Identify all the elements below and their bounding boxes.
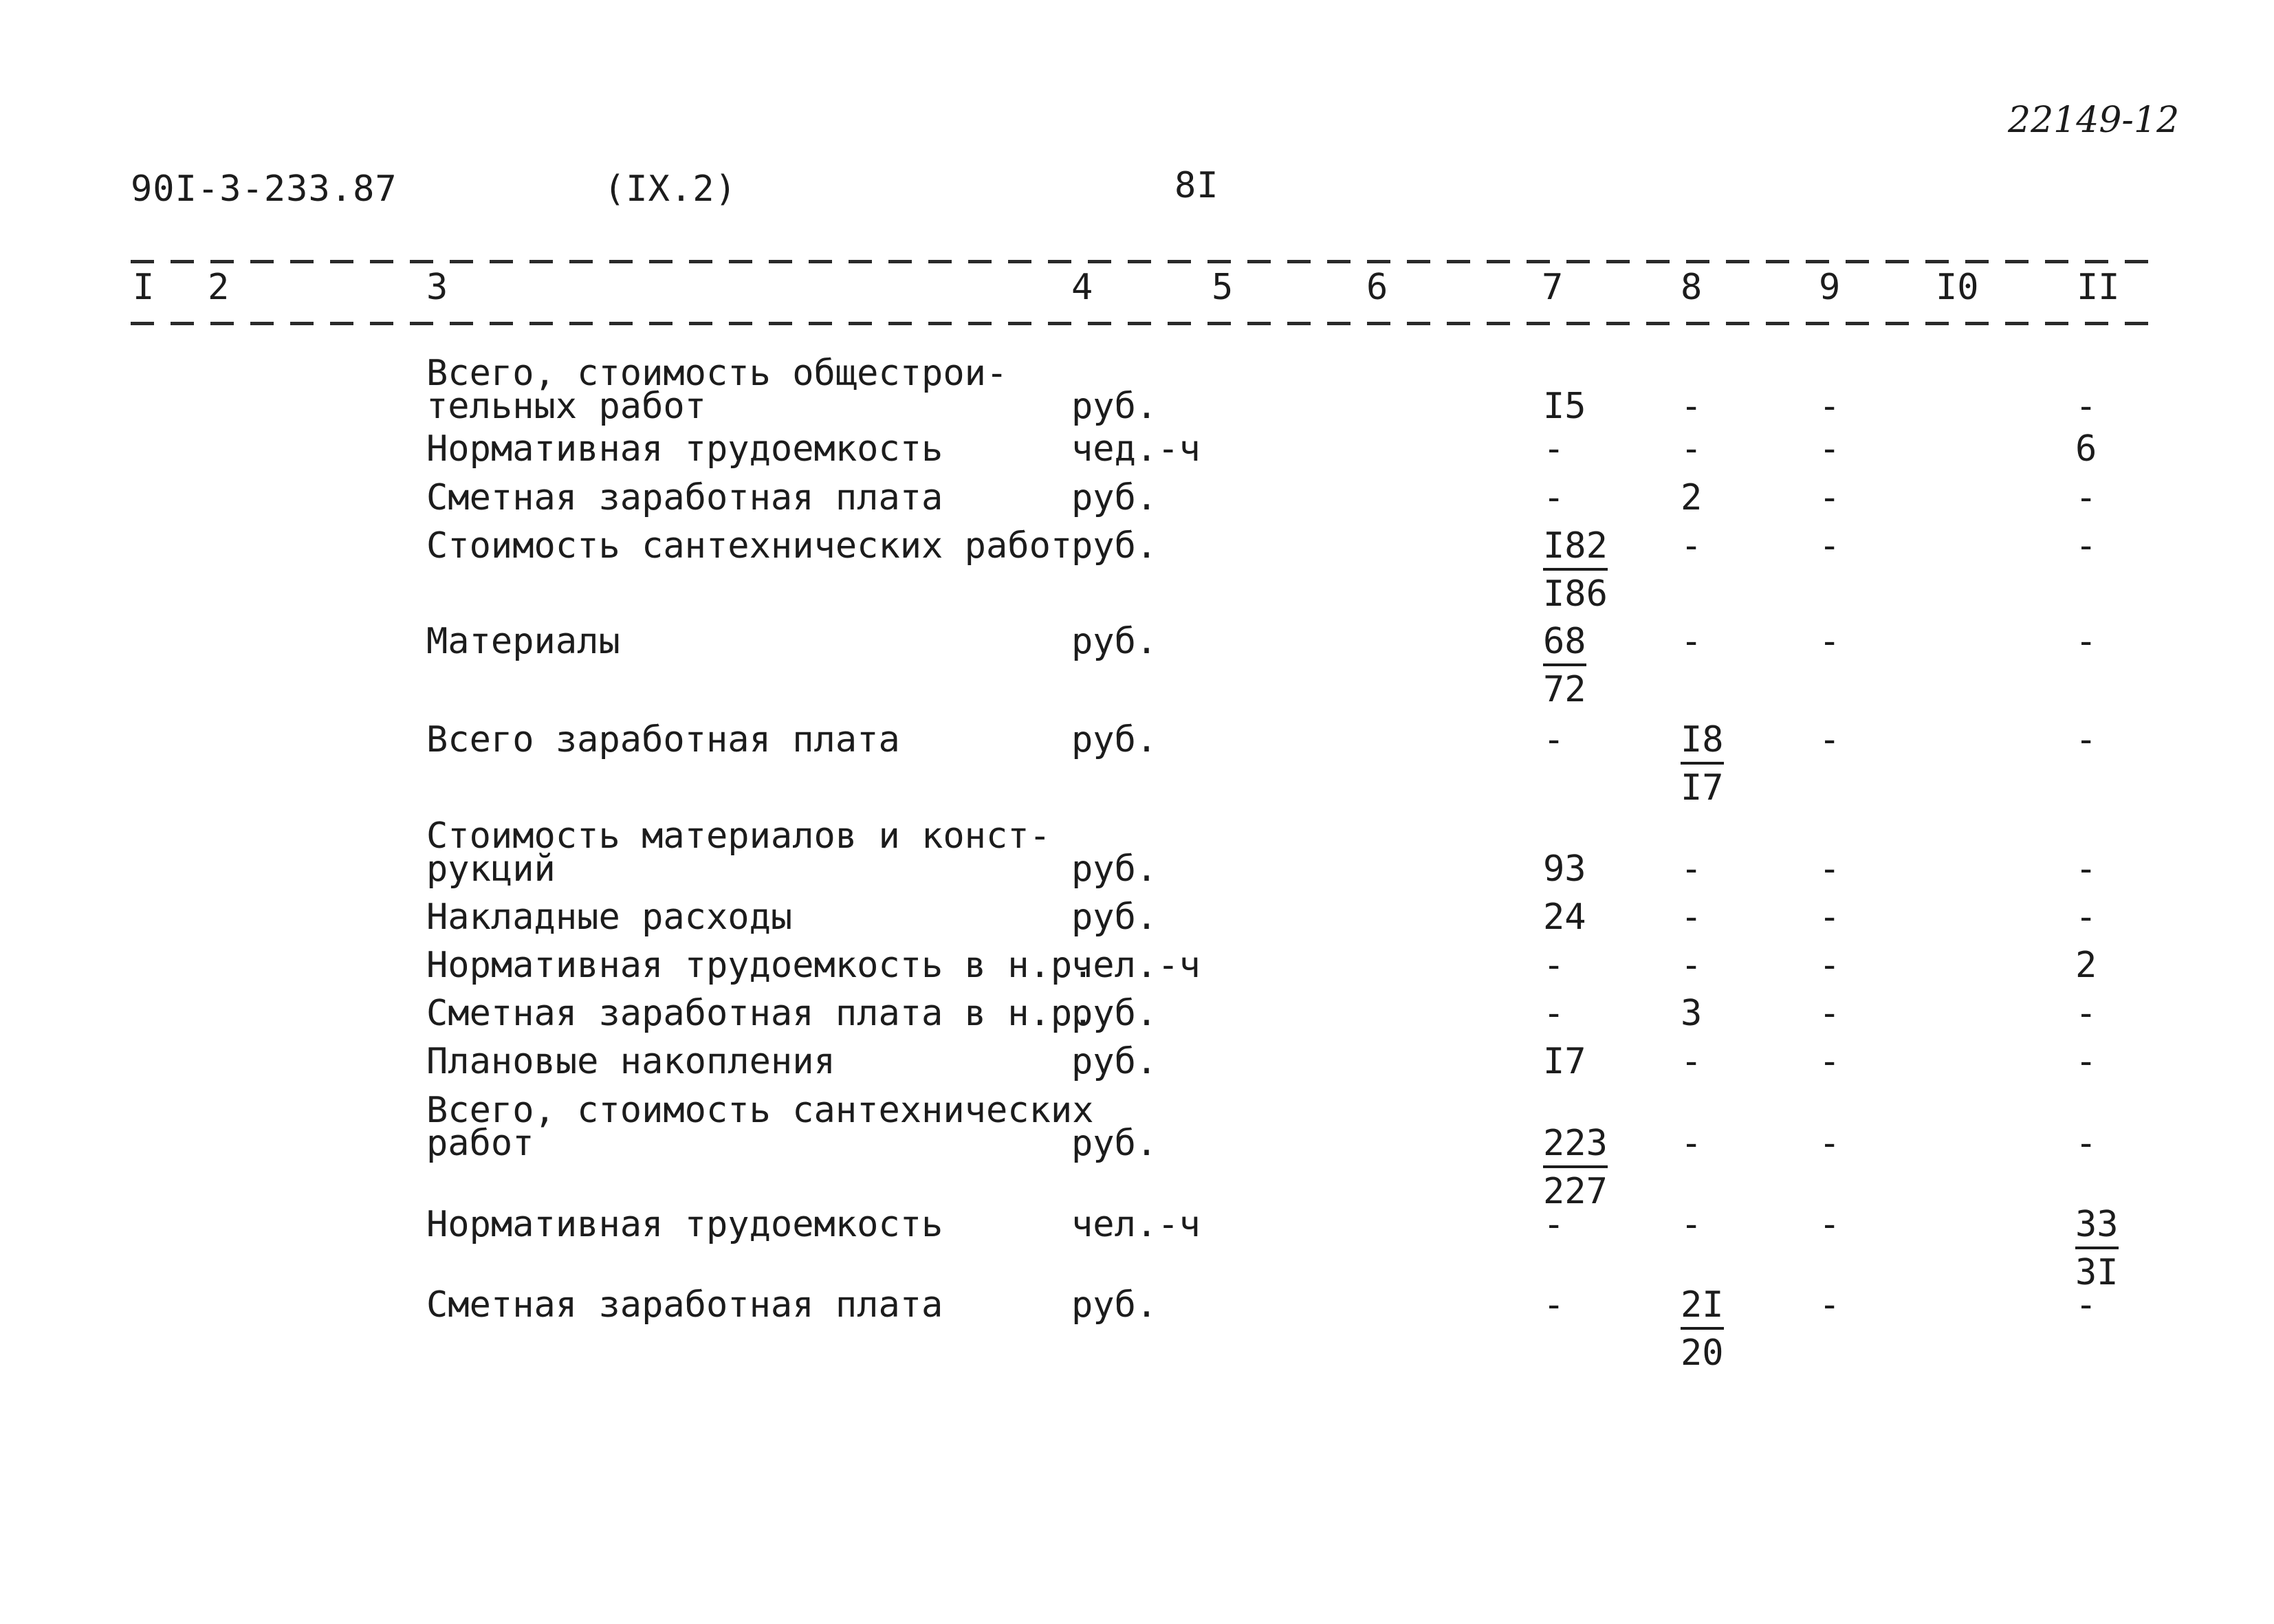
col7-value: - bbox=[1543, 719, 1565, 760]
col9-value: - bbox=[1819, 1041, 1841, 1082]
col11-value: - bbox=[2075, 719, 2097, 760]
column-number-5: 5 bbox=[1212, 267, 1234, 308]
col8-value: - bbox=[1681, 1041, 1703, 1082]
row-label: Сметная заработная плата в н.р. bbox=[426, 993, 1094, 1034]
col11-value: - bbox=[2075, 1284, 2097, 1326]
col8-value: $\frac{I8}{I7}$ bbox=[1681, 719, 1724, 809]
col11-value: - bbox=[2075, 1123, 2097, 1164]
col11-value: - bbox=[2075, 1041, 2097, 1082]
col8-value: - bbox=[1681, 1123, 1703, 1164]
unit-cell: руб. bbox=[1071, 719, 1158, 760]
column-number-8: 8 bbox=[1681, 267, 1703, 308]
col9-value: - bbox=[1819, 945, 1841, 986]
handwritten-note: 22149-12 bbox=[2008, 100, 2180, 141]
col8-value: - bbox=[1681, 621, 1703, 662]
col9-value: - bbox=[1819, 897, 1841, 938]
col9-value: - bbox=[1819, 525, 1841, 567]
row-label: Накладные расходы bbox=[426, 897, 793, 938]
document-code: 90I-3-233.87 bbox=[131, 168, 397, 210]
row-label: Сметная заработная плата bbox=[426, 477, 943, 518]
column-number-1: I bbox=[133, 267, 155, 308]
col8-value: - bbox=[1681, 386, 1703, 427]
col11-value: - bbox=[2075, 477, 2097, 518]
col11-value: - bbox=[2075, 386, 2097, 427]
row-label: Стоимость сантехнических работ bbox=[426, 525, 1073, 567]
unit-cell: руб. bbox=[1071, 477, 1158, 518]
unit-cell: чед.-ч bbox=[1071, 428, 1201, 470]
row-label: Всего заработная плата bbox=[426, 719, 900, 760]
col11-value: - bbox=[2075, 525, 2097, 567]
column-number-6: 6 bbox=[1366, 267, 1388, 308]
col9-value: - bbox=[1819, 1284, 1841, 1326]
row-label: Сметная заработная плата bbox=[426, 1284, 943, 1326]
column-number-11: II bbox=[2077, 267, 2120, 308]
col8-value: $\frac{2I}{20}$ bbox=[1681, 1284, 1724, 1374]
column-number-3: 3 bbox=[426, 267, 448, 308]
row-label: Плановые накопления bbox=[426, 1041, 835, 1082]
col11-value: - bbox=[2075, 848, 2097, 890]
row-label: Нормативная трудоемкость bbox=[426, 428, 943, 470]
unit-cell: руб. bbox=[1071, 1123, 1158, 1164]
unit-cell: руб. bbox=[1071, 621, 1158, 662]
section-number: (IX.2) bbox=[604, 168, 737, 210]
header-bottom-rule bbox=[131, 322, 2159, 325]
row-label: Нормативная трудоемкость в н.р. bbox=[426, 945, 1094, 986]
col11-value: 2 bbox=[2075, 945, 2097, 986]
col8-value: - bbox=[1681, 428, 1703, 470]
col9-value: - bbox=[1819, 477, 1841, 518]
col7-value: - bbox=[1543, 945, 1565, 986]
unit-cell: чел.-ч bbox=[1071, 1204, 1201, 1245]
col9-value: - bbox=[1819, 386, 1841, 427]
col7-value: - bbox=[1543, 477, 1565, 518]
header-top-rule bbox=[131, 260, 2159, 263]
col8-value: - bbox=[1681, 525, 1703, 567]
col7-value: $\frac{I82}{I86}$ bbox=[1543, 525, 1608, 615]
column-number-7: 7 bbox=[1542, 267, 1564, 308]
col8-value: - bbox=[1681, 945, 1703, 986]
col11-value: $\frac{33}{3I}$ bbox=[2075, 1204, 2119, 1293]
col8-value: - bbox=[1681, 897, 1703, 938]
column-number-10: I0 bbox=[1936, 267, 1979, 308]
row-label: Материалы bbox=[426, 621, 620, 662]
col7-value: - bbox=[1543, 1204, 1565, 1245]
col7-value: $\frac{68}{72}$ bbox=[1543, 621, 1586, 710]
unit-cell: руб. bbox=[1071, 848, 1158, 890]
column-number-2: 2 bbox=[208, 267, 230, 308]
unit-cell: руб. bbox=[1071, 1284, 1158, 1326]
unit-cell: чел.-ч bbox=[1071, 945, 1201, 986]
col7-value: I7 bbox=[1543, 1041, 1586, 1082]
row-label: работ bbox=[426, 1123, 534, 1164]
col7-value: - bbox=[1543, 1284, 1565, 1326]
row-label: Всего, стоимость общестрои- bbox=[426, 353, 1008, 394]
col8-value: 3 bbox=[1681, 993, 1703, 1034]
col7-value: 24 bbox=[1543, 897, 1586, 938]
col9-value: - bbox=[1819, 719, 1841, 760]
col7-value: I5 bbox=[1543, 386, 1586, 427]
col9-value: - bbox=[1819, 848, 1841, 890]
unit-cell: руб. bbox=[1071, 897, 1158, 938]
col8-value: - bbox=[1681, 1204, 1703, 1245]
row-label: Стоимость материалов и конст- bbox=[426, 815, 1051, 857]
col11-value: - bbox=[2075, 993, 2097, 1034]
column-number-4: 4 bbox=[1071, 267, 1093, 308]
col11-value: - bbox=[2075, 621, 2097, 662]
col9-value: - bbox=[1819, 621, 1841, 662]
column-number-9: 9 bbox=[1819, 267, 1841, 308]
page-number: 8I bbox=[1174, 165, 1219, 206]
unit-cell: руб. bbox=[1071, 1041, 1158, 1082]
col7-value: 93 bbox=[1543, 848, 1586, 890]
col11-value: 6 bbox=[2075, 428, 2097, 470]
col11-value: - bbox=[2075, 897, 2097, 938]
row-label: рукций bbox=[426, 848, 556, 890]
col7-value: - bbox=[1543, 428, 1565, 470]
unit-cell: руб. bbox=[1071, 525, 1158, 567]
unit-cell: руб. bbox=[1071, 993, 1158, 1034]
row-label: Нормативная трудоемкость bbox=[426, 1204, 943, 1245]
col9-value: - bbox=[1819, 428, 1841, 470]
row-label: тельных работ bbox=[426, 386, 706, 427]
col7-value: - bbox=[1543, 993, 1565, 1034]
col9-value: - bbox=[1819, 1204, 1841, 1245]
col9-value: - bbox=[1819, 993, 1841, 1034]
row-label: Всего, стоимость сантехнических bbox=[426, 1090, 1094, 1131]
col7-value: $\frac{223}{227}$ bbox=[1543, 1123, 1608, 1212]
col8-value: 2 bbox=[1681, 477, 1703, 518]
unit-cell: руб. bbox=[1071, 386, 1158, 427]
col9-value: - bbox=[1819, 1123, 1841, 1164]
col8-value: - bbox=[1681, 848, 1703, 890]
